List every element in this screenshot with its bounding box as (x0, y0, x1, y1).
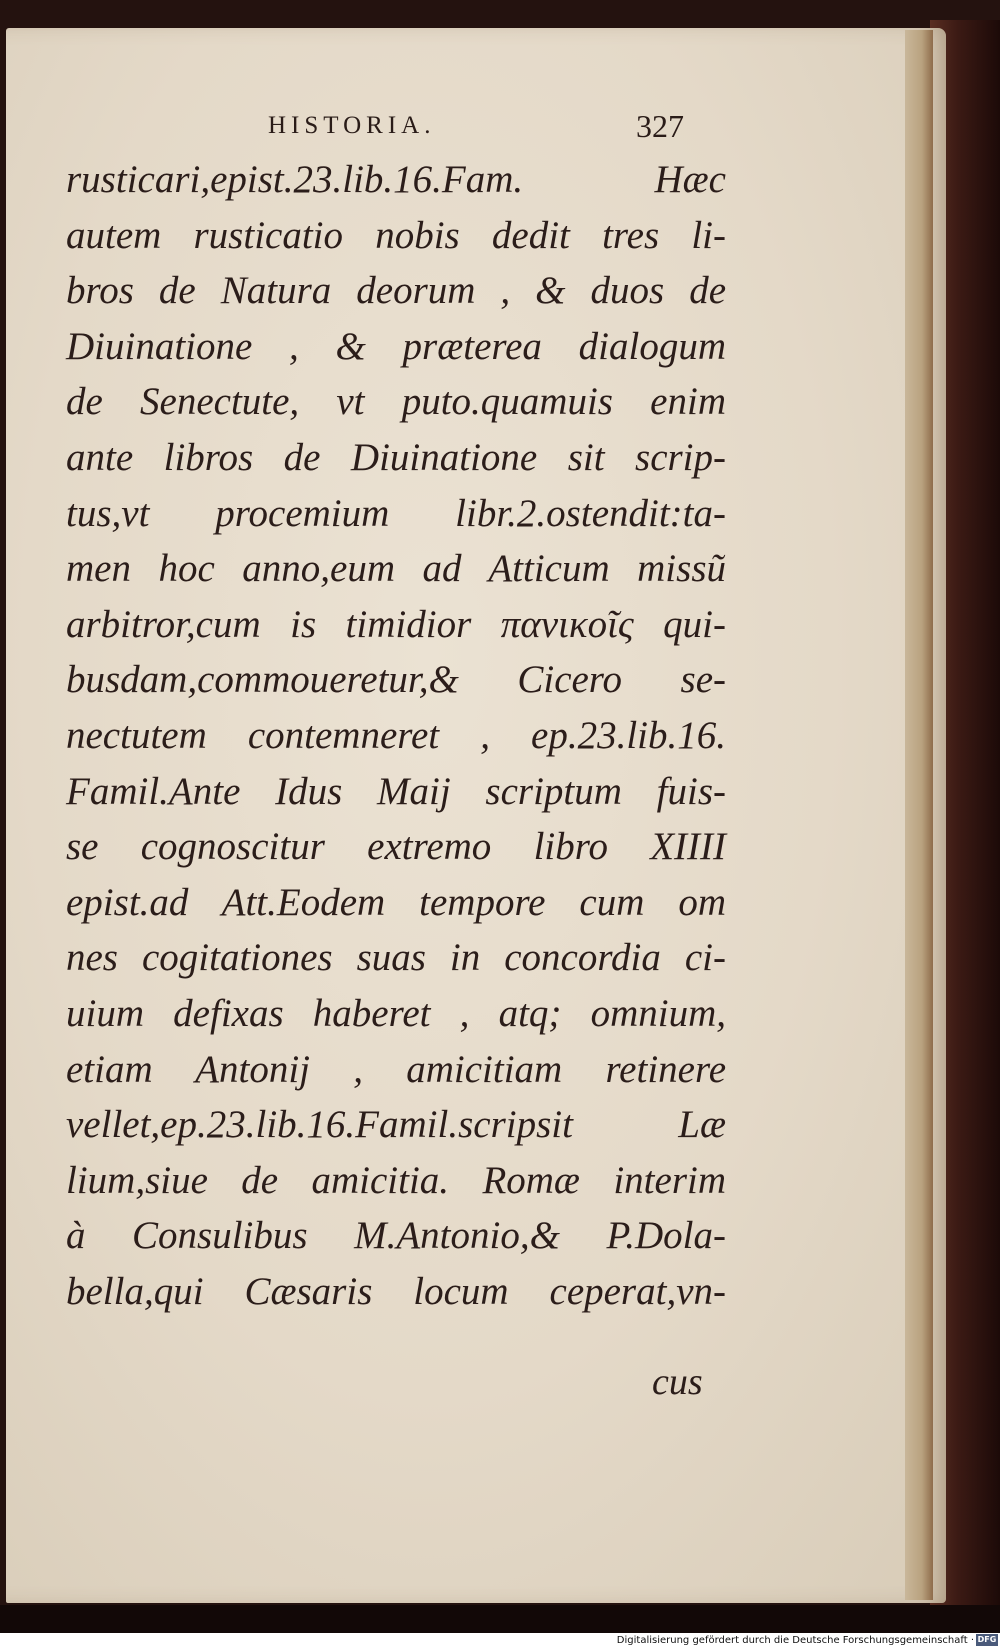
dfg-logo-icon: DFG (977, 1635, 997, 1644)
text-line: nectutem contemneret , ep.23.lib.16. (66, 713, 726, 757)
running-head (0, 108, 1000, 146)
body-text (66, 152, 726, 1319)
text-line: tus,vt procemium libr.2.ostendit:ta- (66, 491, 726, 535)
text-line: bella,qui Cæsaris locum ceperat,vn- (66, 1269, 726, 1313)
text-line: rusticari,epist.23.lib.16.Fam. Hæc (66, 158, 726, 201)
scan-bottom-border (0, 1605, 1000, 1633)
text-line: nes cogitationes suas in concordia ci- (66, 936, 726, 980)
text-line: bros de Natura deorum , & duos de (66, 269, 726, 313)
catchword: cus (652, 1361, 703, 1403)
text-line: ante libros de Diuinatione sit scrip- (66, 435, 726, 479)
digitization-credit-text: Digitalisierung gefördert durch die Deutsche Forschungsgemeinschaft · (616, 1635, 974, 1646)
running-head-title: HISTORIA. (268, 112, 436, 139)
text-line: autem rusticatio nobis dedit tres li- (66, 213, 726, 257)
text-line: Diuinatione , & præterea dialogum (66, 324, 726, 368)
digitization-credit-bar (0, 1633, 1000, 1648)
text-line: lium,siue de amicitia. Romæ interim (66, 1158, 726, 1202)
text-line: à Consulibus M.Antonio,& P.Dola- (66, 1214, 726, 1258)
text-line: men hoc anno,eum ad Atticum missũ (66, 547, 726, 591)
text-line: arbitror,cum is timidior πανικοῖς qui- (66, 602, 726, 646)
text-line: de Senectute, vt puto.quamuis enim (66, 380, 726, 424)
text-line: uium defixas haberet , atq; omnium, (66, 991, 726, 1035)
text-line: busdam,commoueretur,& Cicero se- (66, 658, 726, 702)
page-number: 327 (636, 108, 684, 144)
text-line: etiam Antonij , amicitiam retinere (66, 1047, 726, 1091)
text-line: Famil.Ante Idus Maij scriptum fuis- (66, 769, 726, 813)
text-line: vellet,ep.23.lib.16.Famil.scripsit Læ (66, 1103, 726, 1147)
page-gutter-edge (905, 30, 933, 1600)
text-line: se cognoscitur extremo libro XIIII (66, 825, 726, 869)
text-line: epist.ad Att.Eodem tempore cum om (66, 880, 726, 924)
